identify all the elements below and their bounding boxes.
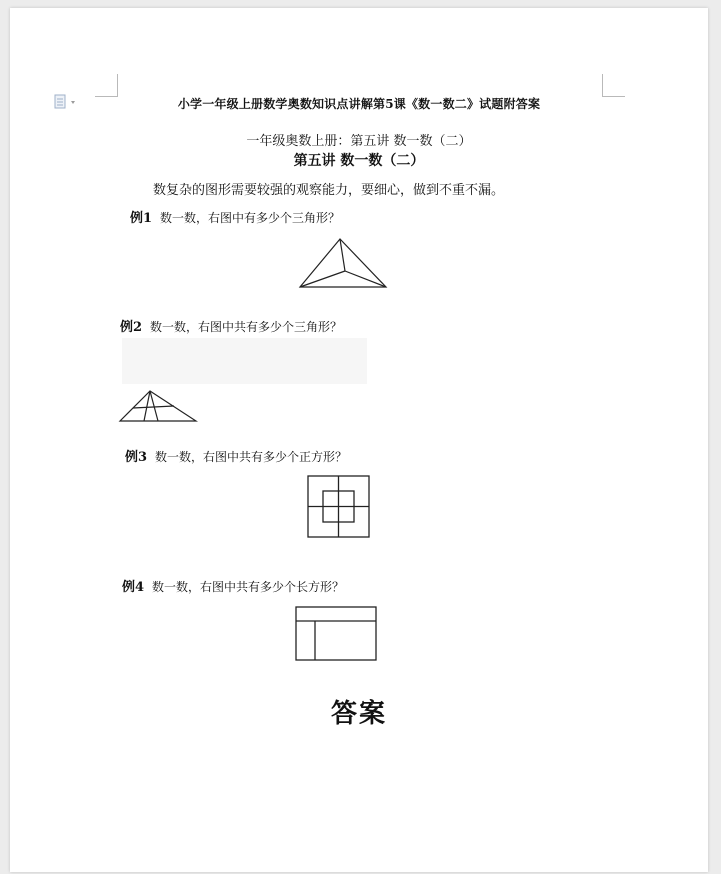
- example-2-triangle-figure: [118, 388, 198, 424]
- example-3-label: 例3: [125, 450, 148, 465]
- margin-corner-top-left: [95, 74, 118, 97]
- answer-heading: 答案: [330, 699, 387, 729]
- example-3-square-figure: [306, 474, 372, 540]
- lecture-title: 第五讲 数一数（二）: [293, 153, 425, 169]
- example-4-question: [122, 576, 344, 595]
- document-page: [10, 8, 708, 872]
- example-1-label: 例1: [130, 211, 153, 226]
- example-1-triangle-figure: [298, 236, 388, 291]
- example-4-label: 例4: [122, 580, 145, 595]
- document-subtitle: 一年级奥数上册：第五讲 数一数（二）: [246, 134, 472, 149]
- intro-paragraph: 数复杂的图形需要较强的观察能力，要细心，做到不重不漏。: [153, 183, 505, 198]
- example-3-text: 数一数，右图中共有多少个正方形？: [155, 450, 348, 464]
- example-2-shaded-area: [122, 338, 367, 384]
- document-title: 小学一年级上册数学奥数知识点讲解第5课《数一数二》试题附答案: [177, 97, 541, 111]
- example-4-rectangle-figure: [294, 605, 378, 663]
- example-2-text: 数一数，右图中共有多少个三角形？: [150, 320, 343, 334]
- example-4-text: 数一数，右图中共有多少个长方形？: [152, 580, 345, 594]
- example-1-question: [130, 207, 340, 226]
- example-2-question: [120, 316, 342, 335]
- margin-corner-top-right: [602, 74, 625, 97]
- example-3-question: [125, 446, 347, 465]
- example-2-label: 例2: [120, 320, 143, 335]
- example-1-text: 数一数，右图中有多少个三角形？: [160, 211, 341, 225]
